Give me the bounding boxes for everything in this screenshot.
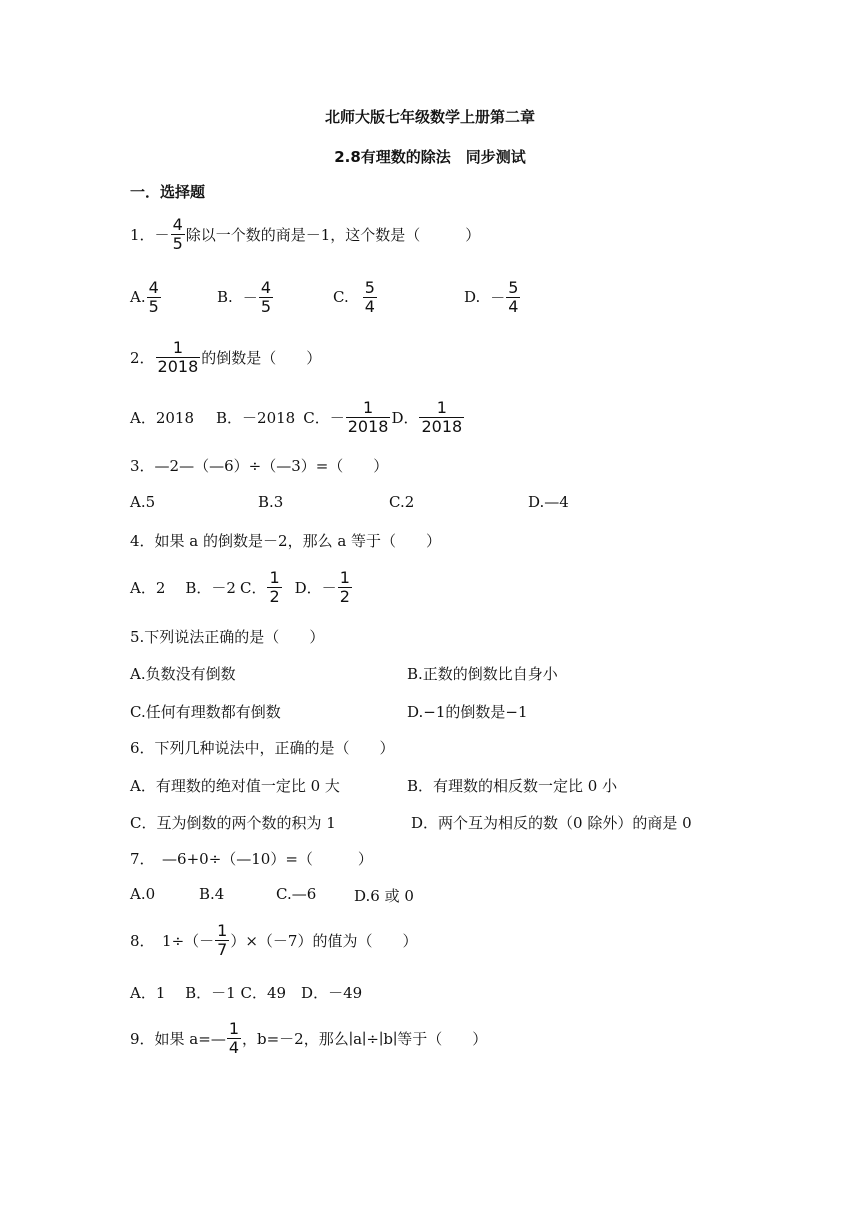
options-q8: A．1 B．－1 C．49 D．－49 [130,984,363,1002]
fraction-numerator: 4 [172,215,183,234]
options-q1-d [464,279,521,315]
option-a: A.0 [130,885,156,903]
question-8 [130,922,417,958]
option-c: C.2 [389,493,415,511]
fraction-numerator: 1 [436,398,447,417]
option-b: B．－2 [185,578,236,597]
fraction-denominator: 5 [260,296,271,316]
options-q1-c [333,279,378,315]
option-b: B.正数的倒数比自身小 [407,665,558,683]
option-label: C. [333,288,349,307]
page-subtitle: 2.8有理数的除法 同步测试 [334,148,526,166]
option-d: D.−1的倒数是−1 [407,703,528,721]
option-c: C.—6 [276,885,317,903]
fraction-denominator: 2 [339,586,350,606]
fraction [267,569,281,605]
minus-sign: － [490,288,506,307]
fraction-denominator: 4 [228,1037,240,1057]
question-4: 4．如果 a 的倒数是－2，那么 a 等于（ ） [130,532,442,550]
option-d: D.—4 [528,493,569,511]
option-label: D. [464,288,481,307]
question-text-post: ）×（－7）的值为（ ） [230,931,418,950]
fraction [338,569,352,605]
fraction-numerator: 1 [269,568,280,587]
fraction [227,1020,241,1056]
option-d: D．两个互为相反的数（0 除外）的商是 0 [411,814,692,832]
fraction [419,399,464,435]
option-a: A．2 [130,578,166,597]
minus-sign: － [329,408,345,427]
fraction-numerator: 5 [364,278,375,297]
fraction-numerator: 1 [217,921,228,940]
fraction-denominator: 2018 [347,416,389,436]
fraction-denominator: 2018 [421,416,463,436]
question-number: 2． [130,348,155,367]
fraction [346,399,391,435]
option-c-label: C． [239,578,267,597]
option-b: B．有理数的相反数一定比 0 小 [407,777,618,795]
fraction-numerator: 1 [362,398,374,417]
fraction [259,279,273,315]
fraction-denominator: 2018 [157,356,199,376]
question-3: 3．—2—（—6）÷（—3）=（ ） [130,457,389,475]
option-b: B.4 [199,885,225,903]
option-a: A．有理数的绝对值一定比 0 大 [130,777,340,795]
minus-sign: － [242,288,258,307]
fraction-numerator: 4 [260,278,271,297]
option-c-label: C． [303,408,330,427]
option-a: A.负数没有倒数 [130,665,236,683]
question-text-post: ，b=－2，那么∣a∣÷∣b∣等于（ ） [242,1029,488,1048]
question-6: 6．下列几种说法中，正确的是（ ） [130,739,395,757]
options-q2 [130,399,465,435]
fraction-denominator: 5 [148,296,159,316]
options-q1-b [217,279,274,315]
option-c: C.任何有理数都有倒数 [130,703,281,721]
section-label: 一．选择题 [130,183,206,201]
fraction [156,339,201,375]
question-text: 的倒数是（ ） [201,348,322,367]
minus-sign: － [321,578,337,597]
fraction [171,216,185,252]
fraction [506,279,520,315]
fraction [363,279,377,315]
option-d: D.6 或 0 [354,887,414,905]
question-2 [130,339,321,375]
options-q4 [130,569,353,605]
fraction-numerator: 1 [228,1019,240,1038]
question-1 [130,216,480,252]
question-text: 除以一个数的商是－1，这个数是（ ） [185,225,481,244]
question-number: 1． [130,225,155,244]
fraction [147,279,161,315]
fraction-numerator: 4 [148,278,159,297]
question-text-pre: 8． 1÷（－ [130,931,215,950]
question-7: 7． —6+0÷（—10）=（ ） [130,850,373,868]
option-b: B．－2018 [216,408,296,427]
fraction-denominator: 5 [172,233,183,253]
fraction-denominator: 2 [269,586,280,606]
option-d-label: D． [391,408,419,427]
option-a: A.5 [130,493,156,511]
fraction-numerator: 5 [508,278,519,297]
option-c: C．互为倒数的两个数的积为 1 [130,814,336,832]
minus-sign: － [154,225,170,244]
fraction-denominator: 4 [364,296,375,316]
question-text-pre: 9．如果 a=— [130,1029,226,1048]
fraction-denominator: 7 [217,939,228,959]
question-9 [130,1020,487,1056]
option-d-label: D． [294,578,322,597]
options-q1-a [130,279,162,315]
option-b: B.3 [258,493,284,511]
option-label: A. [130,288,146,307]
page-title: 北师大版七年级数学上册第二章 [324,108,535,126]
fraction [215,922,229,958]
question-5: 5.下列说法正确的是（ ） [130,628,325,646]
option-label: B. [217,288,233,307]
option-a: A．2018 [130,408,195,427]
fraction-numerator: 1 [339,568,350,587]
fraction-denominator: 4 [508,296,519,316]
fraction-numerator: 1 [172,338,183,357]
